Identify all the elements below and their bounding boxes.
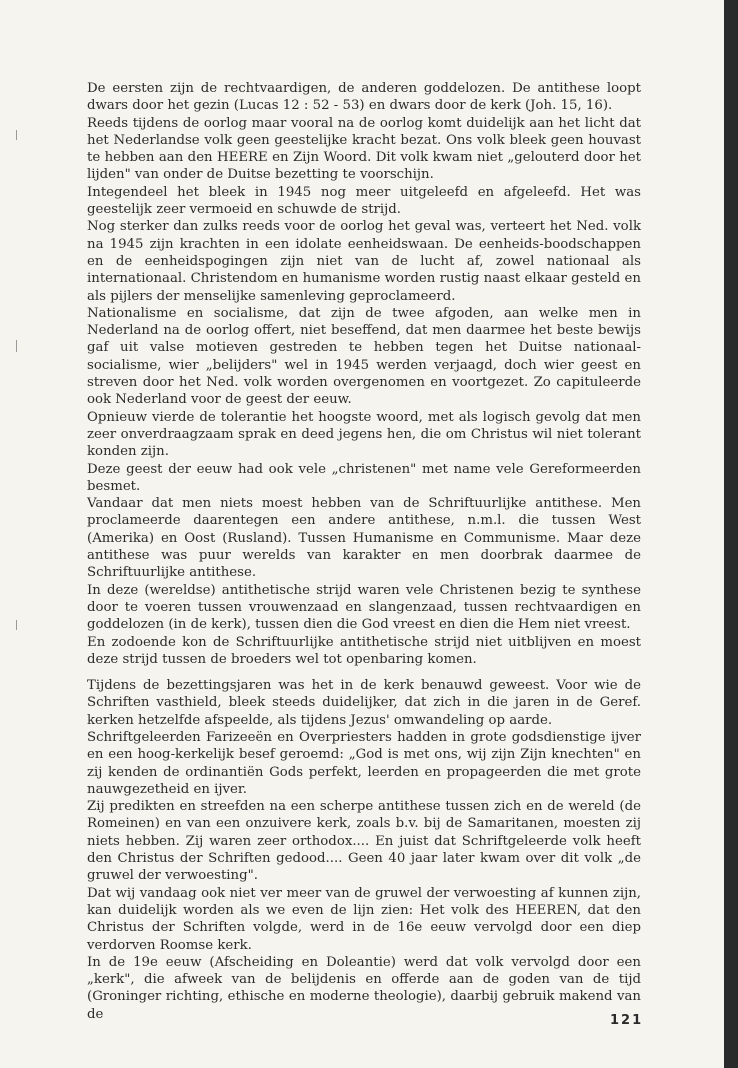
paragraph: Nog sterker dan zulks reeds voor de oorlog het geval was, verteert het Ned. volk na 1945 zijn krachten in een idolate eenheidswaan. De eenheids-boodschappen en de eenheidspogingen zijn niet van de lucht af, zowel nationaal als internationaal. Christendom en humanisme worden rustig naast elkaar gesteld en als pijlers der menselijke samenleving geproclameerd. bbox=[87, 219, 641, 304]
paragraph: Deze geest der eeuw had ook vele „christenen" met name vele Gereformeerden besmet. bbox=[87, 461, 641, 494]
paragraph: En zodoende kon de Schriftuurlijke antithetische strijd niet uitblijven en moest deze strijd tussen de broeders wel tot openbaring komen. bbox=[87, 634, 641, 667]
paragraph: Schriftgeleerden Farizeeën en Overpriesters hadden in grote godsdienstige ijver en een hoog-kerkelijk besef geroemd: „God is met ons, wij zijn Zijn knechten" en zij kenden de ordinantiën Gods perfekt, leerden en propageerden die met grote nauwgezetheid en ijver. bbox=[87, 729, 641, 797]
paragraph: Dat wij vandaag ook niet ver meer van de gruwel der verwoesting af kunnen zijn, kan duidelijk worden als we even de lijn zien: Het volk des HEEREN, dat den Christus der Schriften volgde, werd in de 16e eeuw vervolgd door een diep verdorven Roomse kerk. bbox=[87, 885, 641, 953]
paragraph: Zij predikten en streefden na een scherpe antithese tussen zich en de wereld (de Romeinen) en van een onzuivere kerk, zoals b.v. bij de Samaritanen, moesten zij niets hebben. Zij waren zeer orthodox.... En juist dat Schriftgeleerde volk heeft den Christus der Schriften gedood.... Geen 40 jaar later kwam over dit volk „de gruwel der verwoesting". bbox=[87, 799, 641, 884]
paragraph: Vandaar dat men niets moest hebben van de Schriftuurlijke antithese. Men proclameerde daarentegen een andere antithese, n.m.l. die tussen West (Amerika) en Oost (Rusland). Tussen Humanisme en Communisme. Maar deze antithese was puur werelds van karakter en men doorbrak daarmee de Schriftuurlijke antithese. bbox=[87, 496, 641, 581]
paragraph: In de 19e eeuw (Afscheiding en Doleantie) werd dat volk vervolgd door een „kerk", die afweek van de belijdenis en offerde aan de goden van de tijd (Groninger richting, ethische en moderne theologie), daarbij gebruik makend van de bbox=[87, 954, 641, 1022]
page-edge-shadow bbox=[724, 0, 738, 1068]
paragraph: Integendeel het bleek in 1945 nog meer uitgeleefd en afgeleefd. Het was geestelijk zeer vermoeid en schuwde de strijd. bbox=[87, 184, 641, 218]
paragraph: Nationalisme en socialisme, dat zijn de twee afgoden, aan welke men in Nederland na de oorlog offert, niet beseffend, dat men daarmee het beste bewijs gaf uit valse motieven gestreden te hebben tegen het Duitse nationaal-socialisme, wier „belijders" wel in 1945 werden verjaagd, doch wier geest en streven door het Ned. volk worden overgenomen en voortgezet. Zo capituleerde ook Nederland voor de geest der eeuw. bbox=[87, 305, 641, 408]
margin-mark bbox=[16, 340, 17, 352]
paragraph: In deze (wereldse) antithetische strijd waren vele Christenen bezig te synthese door te voeren tussen vrouwenzaad en slangenzaad, tussen rechtvaardigen en goddelozen (in de kerk), tussen dien die God vreest en dien die Hem niet vreest. bbox=[87, 582, 641, 633]
margin-mark bbox=[16, 130, 17, 140]
margin-mark bbox=[16, 620, 17, 630]
body-text bbox=[87, 80, 641, 1023]
paragraph: De eersten zijn de rechtvaardigen, de anderen goddelozen. De antithese loopt dwars door het gezin (Lucas 12 : 52 - 53) en dwars door de kerk (Joh. 15, 16). bbox=[87, 81, 641, 114]
paragraph: Opnieuw vierde de tolerantie het hoogste woord, met als logisch gevolg dat men zeer onverdraagzaam sprak en deed jegens hen, die om Christus wil niet tolerant konden zijn. bbox=[87, 409, 641, 460]
page-number: 121 bbox=[610, 1013, 644, 1028]
paragraph: Tijdens de bezettingsjaren was het in de kerk benauwd geweest. Voor wie de Schriften vasthield, bleek steeds duidelijker, dat zich in die jaren in de Geref. kerken hetzelfde afspeelde, als tijdens Jezus' omwandeling op aarde. bbox=[87, 678, 641, 728]
paragraph: Reeds tijdens de oorlog maar vooral na de oorlog komt duidelijk aan het licht dat het Nederlandse volk geen geestelijke kracht bezat. Ons volk bleek geen houvast te hebben aan den HEERE en Zijn Woord. Dit volk kwam niet „gelouterd door het lijden" van onder de Duitse bezetting te voorschijn. bbox=[87, 115, 641, 183]
